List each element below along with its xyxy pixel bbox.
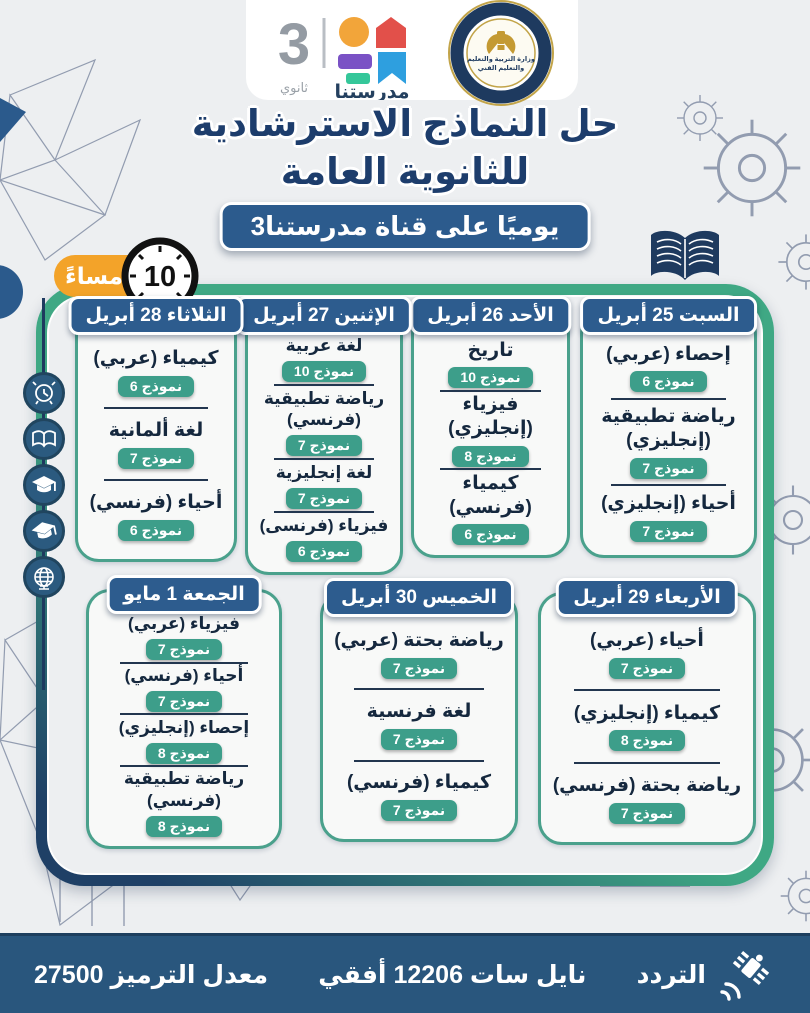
- time-period-label: مساءً: [64, 263, 124, 289]
- subject-entry: [422, 393, 559, 467]
- subject-entry: [422, 472, 559, 546]
- subject-entry: [128, 613, 240, 660]
- subject-name: رياضة بحتة (فرنسي): [552, 774, 742, 796]
- subject-name: أحياء (فرنسي): [124, 665, 244, 685]
- brand-grade-number: 3: [277, 12, 311, 77]
- divider: [274, 511, 375, 513]
- open-book-icon: [23, 418, 65, 460]
- book-icon: [645, 226, 725, 292]
- divider: [274, 458, 375, 460]
- subject-entry: [119, 717, 249, 764]
- model-badge: نموذج 8: [146, 743, 222, 764]
- schedule-card-sun: [411, 305, 570, 558]
- divider: [440, 468, 541, 470]
- subject-entry: [282, 335, 366, 382]
- subject-name: لغة إنجليزية: [275, 462, 373, 482]
- model-badge: نموذج 7: [381, 800, 457, 821]
- model-badge: نموذج 8: [609, 730, 685, 751]
- subject-entry: [256, 388, 392, 457]
- subject-entry: [591, 405, 746, 479]
- schedule-card-tue: [75, 305, 237, 562]
- subject-entry: [553, 774, 741, 824]
- subject-name: رياضة تطبيقية (فرنسي): [123, 769, 245, 810]
- subject-name: فيزياء (إنجليزي): [448, 394, 533, 440]
- divider: [611, 484, 726, 486]
- subject-entry: [125, 665, 244, 712]
- card-date-label: الثلاثاء 28 أبريل: [85, 305, 227, 326]
- model-badge: نموذج 8: [452, 446, 528, 467]
- alarm-clock-icon: [23, 372, 65, 414]
- edge-accent-circle: [0, 265, 23, 319]
- subject-name: كيمياء (فرنسي): [449, 472, 532, 518]
- subject-entry: [97, 768, 271, 837]
- divider: [120, 713, 249, 715]
- model-badge: نموذج 10: [282, 361, 366, 382]
- model-badge: نموذج 7: [609, 658, 685, 679]
- graduation-cap-icon: [23, 510, 65, 552]
- subject-name: إحصاء (إنجليزي): [118, 717, 250, 737]
- seal-arabic-line1: وزارة التربية والتعليم: [466, 56, 536, 63]
- subject-name: لغة فرنسية: [366, 701, 472, 723]
- schedule-card-fri: [86, 584, 282, 849]
- graduation-cap-icon: [23, 464, 65, 506]
- subject-entry: [590, 629, 704, 679]
- divider: [611, 398, 726, 400]
- satellite-info: نايل سات 12206 أفقي: [318, 960, 587, 989]
- time-hour-label: 10: [143, 261, 177, 293]
- page-title: [0, 100, 810, 196]
- model-badge: نموذج 7: [286, 488, 362, 509]
- subject-entry: [109, 419, 204, 469]
- model-badge: نموذج 7: [381, 658, 457, 679]
- model-badge: نموذج 7: [381, 729, 457, 750]
- divider: [104, 407, 208, 409]
- card-date-header: [556, 578, 738, 617]
- model-badge: نموذج 7: [286, 435, 362, 456]
- symbol-rate-info: معدل الترميز 27500: [34, 960, 269, 989]
- model-badge: نموذج 7: [146, 691, 222, 712]
- divider: [574, 762, 719, 764]
- model-badge: نموذج 6: [630, 371, 706, 392]
- subject-name: رياضة تطبيقية (فرنسي): [263, 388, 385, 430]
- schedule-card-mon: [245, 305, 403, 575]
- channel-banner: يوميًا على قناة مدرستنا3: [220, 202, 591, 251]
- subject-entry: [347, 771, 491, 821]
- subject-entry: [93, 347, 218, 397]
- subject-entry: [276, 462, 373, 509]
- subject-name: لغة عربية: [285, 335, 363, 355]
- subject-entry: [367, 700, 472, 750]
- card-date-header: [324, 578, 514, 617]
- card-date-header: [68, 296, 243, 335]
- subject-name: إحصاء (عربي): [606, 343, 731, 365]
- subject-name: أحياء (فرنسي): [89, 492, 223, 514]
- model-badge: نموذج 7: [118, 448, 194, 469]
- schedule-card-thu: [320, 587, 518, 842]
- card-date-label: الخميس 30 أبريل: [341, 587, 497, 608]
- subject-name: رياضة تطبيقية (إنجليزي): [601, 406, 736, 451]
- title-line-1: حل النماذج الاسترشادية: [191, 103, 619, 144]
- frequency-label: التردد: [636, 960, 706, 989]
- subject-name: أحياء (عربي): [590, 630, 704, 652]
- model-badge: نموذج 8: [146, 816, 222, 837]
- model-badge: نموذج 6: [118, 520, 194, 541]
- satellite-icon: [718, 946, 776, 1004]
- card-date-label: السبت 25 أبريل: [597, 305, 740, 326]
- schedule-card-wed: [538, 587, 756, 845]
- frequency-group: [637, 946, 776, 1004]
- seal-arabic-line2: والتعليم الفني: [477, 65, 525, 72]
- subject-entry: [601, 492, 736, 542]
- brand-shapes-icon: [338, 17, 406, 84]
- card-date-label: الجمعة 1 مايو: [123, 584, 245, 605]
- title-line-2: للثانوية العامة: [280, 151, 530, 193]
- subject-name: كيمياء (فرنسي): [346, 772, 492, 794]
- card-date-header: [236, 296, 412, 335]
- model-badge: نموذج 6: [286, 541, 362, 562]
- subject-name: فيزياء (عربي): [128, 614, 240, 634]
- subject-name: رياضة بحتة (عربي): [334, 629, 504, 651]
- subject-entry: [448, 339, 532, 389]
- subject-name: تاريخ: [467, 339, 514, 361]
- brand-grade-label: ثانوي: [279, 80, 309, 95]
- subject-name: كيمياء (إنجليزي): [573, 702, 721, 724]
- madrasetna-logo: [256, 6, 434, 100]
- divider: [104, 479, 208, 481]
- card-date-header: [410, 296, 571, 335]
- subject-entry: [260, 515, 389, 562]
- model-badge: نموذج 10: [448, 367, 532, 388]
- subject-name: كيمياء (عربي): [93, 348, 219, 370]
- model-badge: نموذج 7: [630, 458, 706, 479]
- divider: [574, 689, 719, 691]
- divider: [354, 688, 484, 690]
- brand-name-label: مدرستنا: [334, 82, 410, 100]
- schedule-card-sat: [580, 305, 757, 558]
- subject-entry: [90, 491, 223, 541]
- card-date-label: الأحد 26 أبريل: [427, 305, 554, 326]
- footer-bar: [0, 933, 810, 1013]
- ministry-seal: [445, 0, 557, 109]
- divider: [440, 390, 541, 392]
- card-date-header: [580, 296, 756, 335]
- divider: [120, 662, 249, 664]
- subject-name: فيزياء (فرنسى): [259, 515, 389, 535]
- model-badge: نموذج 6: [118, 376, 194, 397]
- subject-entry: [334, 629, 504, 679]
- card-date-header: [106, 575, 261, 614]
- divider: [354, 760, 484, 762]
- model-badge: نموذج 7: [630, 521, 706, 542]
- card-date-label: الإثنين 27 أبريل: [253, 305, 395, 326]
- divider: [120, 765, 249, 767]
- model-badge: نموذج 7: [146, 639, 222, 660]
- divider: [274, 384, 375, 386]
- subject-entry: [606, 343, 731, 393]
- subject-name: لغة ألمانية: [108, 420, 204, 442]
- subject-entry: [574, 702, 720, 752]
- subject-name: أحياء (إنجليزي): [601, 492, 736, 514]
- model-badge: نموذج 7: [609, 803, 685, 824]
- card-date-label: الأربعاء 29 أبريل: [573, 587, 721, 608]
- model-badge: نموذج 6: [452, 524, 528, 545]
- globe-icon: [23, 556, 65, 598]
